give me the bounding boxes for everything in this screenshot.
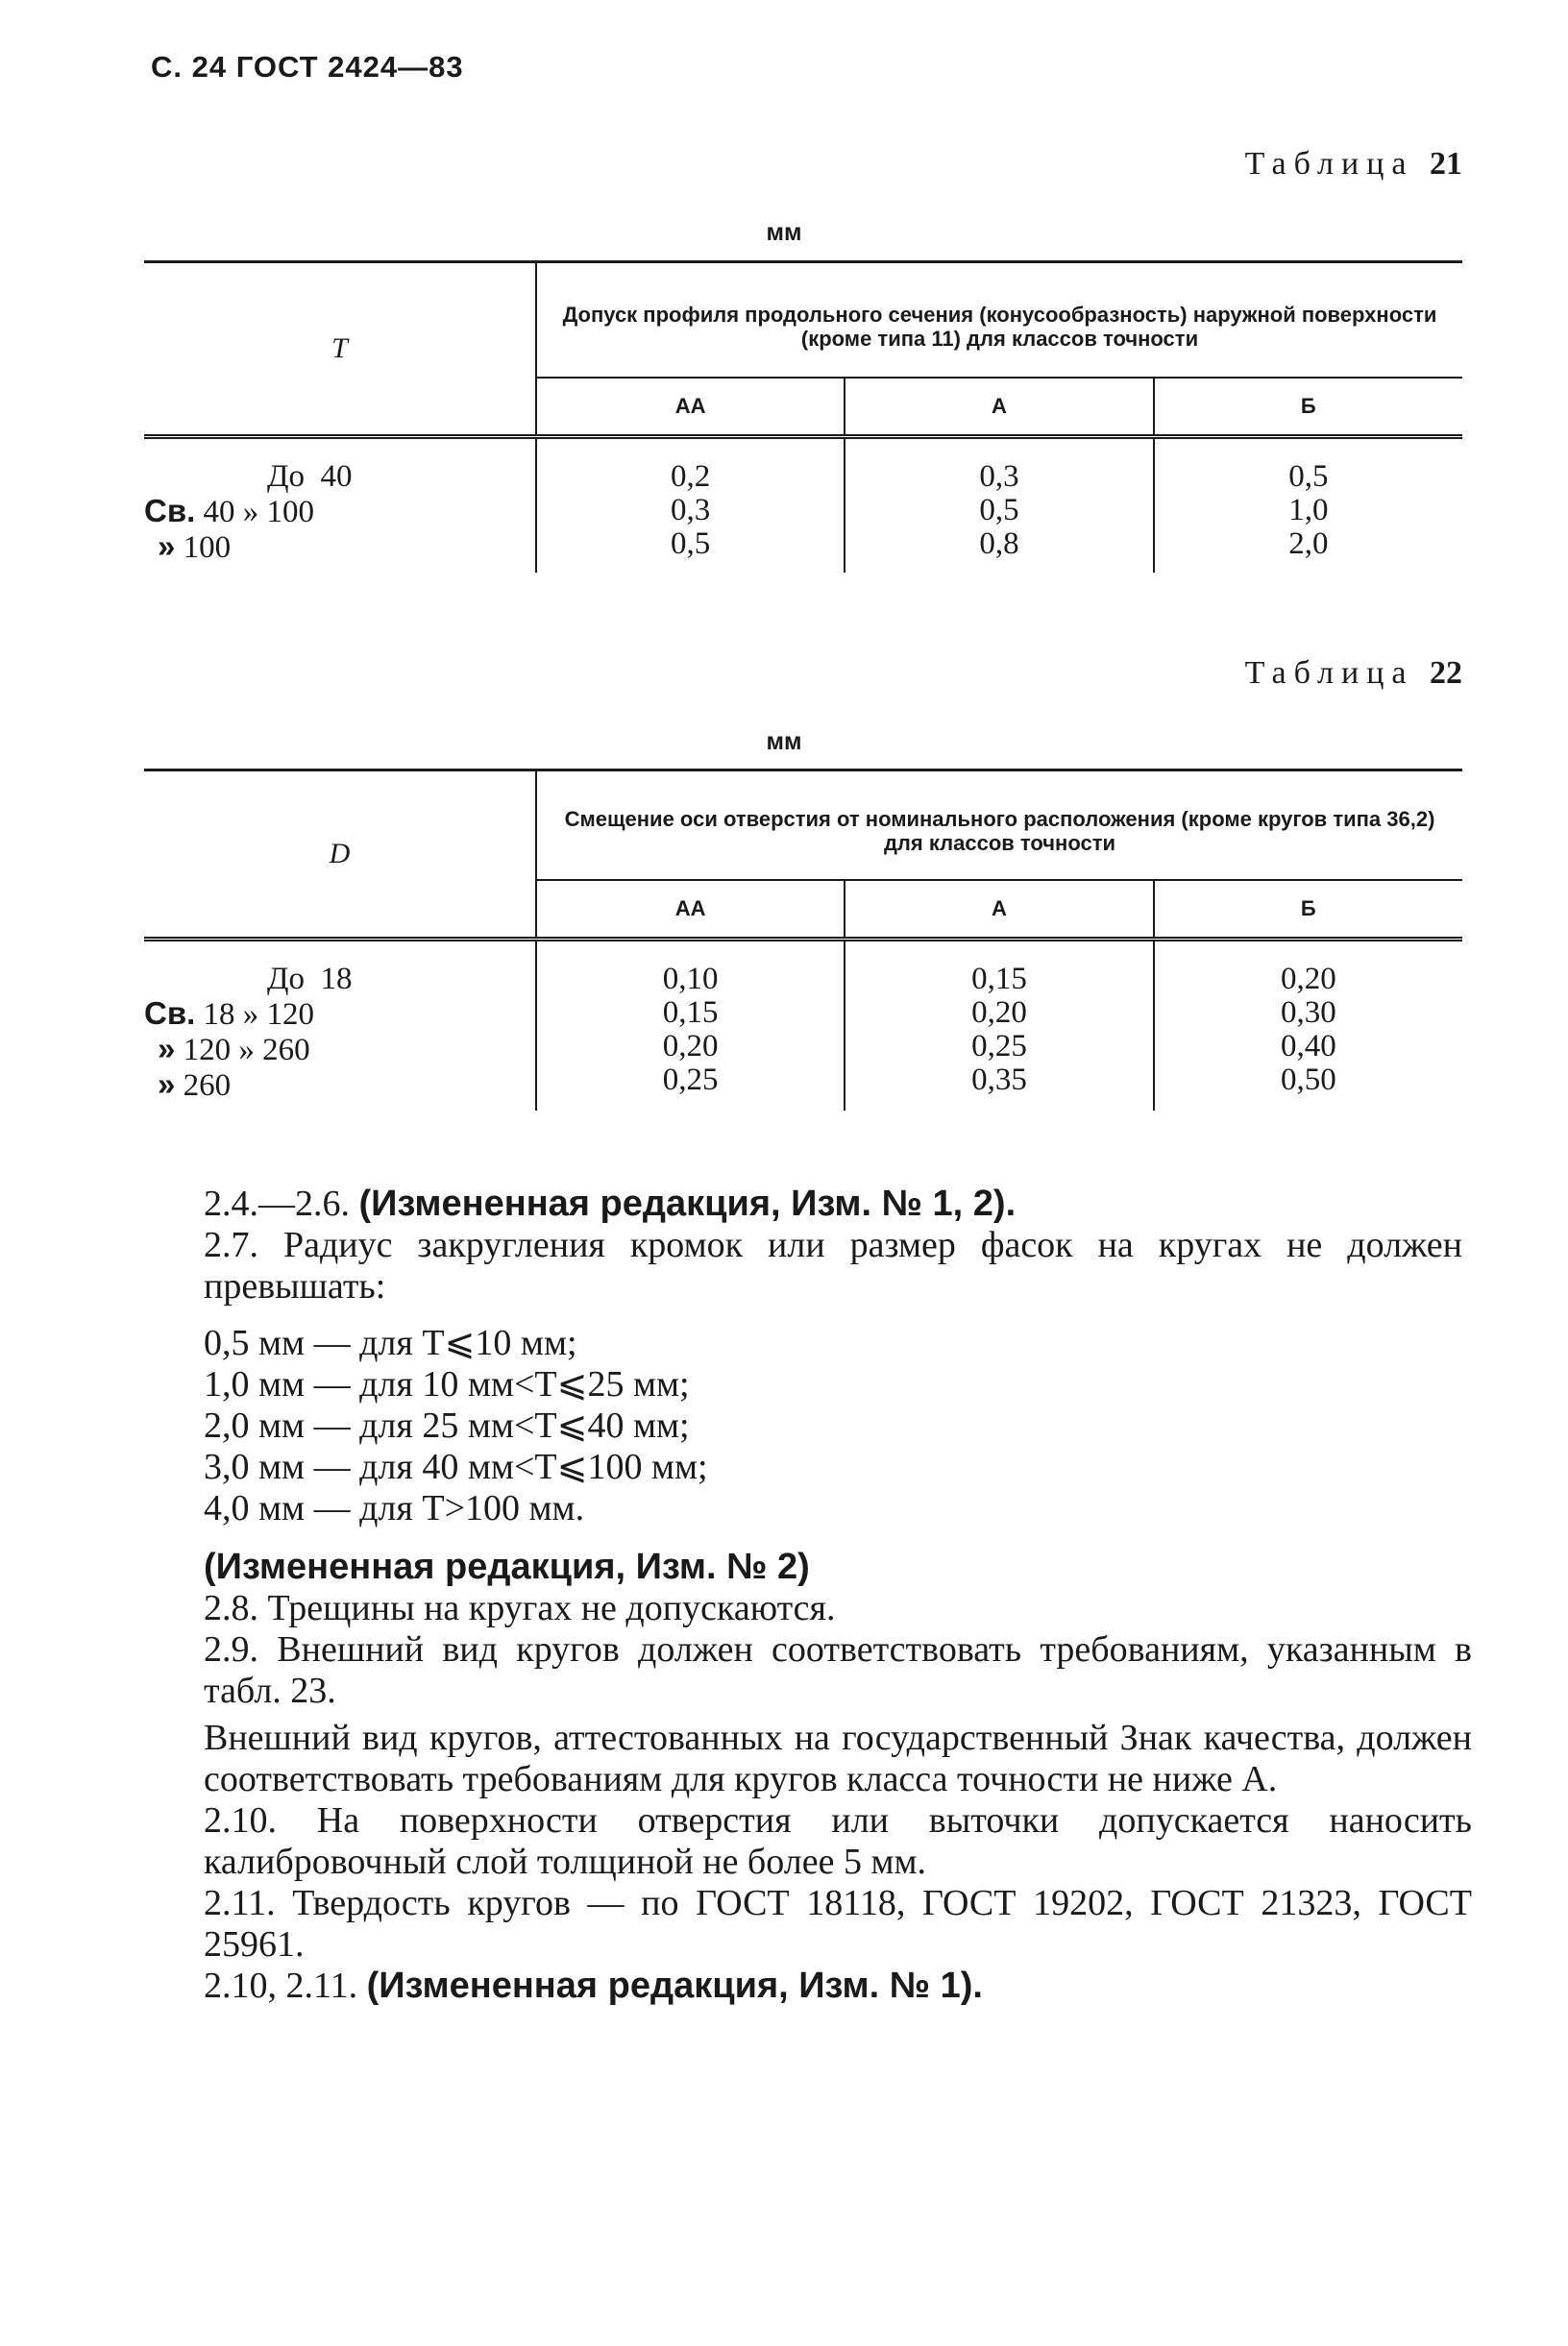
values-AA — [536, 437, 845, 574]
values-B — [1154, 940, 1462, 1112]
table-cell: 0,5 — [979, 493, 1019, 527]
table-22-unit: мм — [766, 728, 802, 755]
class-AA: АА — [536, 378, 845, 437]
table-22 — [144, 769, 1462, 1111]
paragraph: 2.9. Внешний вид кругов должен соответствовать требованиям, указанным в табл. 23. — [204, 1629, 1472, 1711]
class-A: А — [845, 880, 1153, 940]
row-label: До 40 — [267, 459, 353, 494]
list-item: 4,0 мм — для T>100 мм. — [204, 1488, 585, 1528]
table-number: 21 — [1430, 146, 1462, 182]
class-A: А — [845, 378, 1153, 437]
paragraph: (Измененная редакция, Изм. № 2) — [204, 1547, 810, 1587]
class-B: Б — [1154, 378, 1462, 437]
paragraph: 2.8. Трещины на кругах не допускаются. — [204, 1588, 836, 1628]
row-label: Св. 40 » 100 — [144, 493, 315, 529]
table-cell: 0,20 — [971, 995, 1027, 1030]
table-cell: 0,25 — [971, 1029, 1027, 1063]
row-label: Св. 18 » 120 — [144, 995, 315, 1032]
table-cell: 0,35 — [971, 1063, 1027, 1097]
table-number: 22 — [1430, 655, 1462, 691]
table-cell: 0,15 — [971, 962, 1027, 996]
body-text — [204, 1184, 1472, 2007]
table-21-unit: мм — [766, 219, 802, 246]
row-header-D: D — [144, 770, 536, 940]
table-21 — [144, 260, 1462, 573]
row-label: » 100 — [158, 528, 232, 565]
column-header: Допуск профиля продольного сечения (конусообразность) наружной поверхности (кроме типа 11) для классов точности — [536, 262, 1462, 379]
table-cell: 2,0 — [1288, 526, 1329, 561]
column-header: Смещение оси отверстия от номинального расположения (кроме кругов типа 36,2) для классов точности — [536, 770, 1462, 881]
paragraph: 2.10. На поверхности отверстия или выточки допускается наносить калибровочный слой толщиной не более 5 мм. — [204, 1800, 1472, 1882]
table-22-caption — [1245, 655, 1462, 692]
values-AA — [536, 940, 845, 1112]
table-cell: 0,20 — [1280, 962, 1336, 996]
table-caption-word: Таблица — [1244, 655, 1414, 691]
row-label: До 18 — [267, 962, 353, 996]
table-cell: 0,30 — [1280, 995, 1336, 1030]
table-cell: 0,20 — [662, 1029, 719, 1063]
row-header-T: T — [144, 262, 536, 437]
values-A — [845, 437, 1153, 574]
table-cell: 0,40 — [1280, 1029, 1336, 1063]
row-label: » 120 » 260 — [158, 1031, 310, 1067]
row-label: » 260 — [158, 1066, 232, 1103]
table-cell: 0,15 — [662, 995, 719, 1030]
table-cell: 0,10 — [662, 962, 719, 996]
table-caption-word: Таблица — [1244, 146, 1414, 182]
row-labels — [144, 940, 536, 1112]
class-AA: АА — [536, 880, 845, 940]
limits-list — [204, 1323, 1472, 1529]
values-A — [845, 940, 1153, 1112]
table-21-caption — [1245, 146, 1462, 183]
paragraph: 2.7. Радиус закругления кромок или размер фасок на кругах не должен превышать: — [204, 1225, 1462, 1307]
table-cell: 0,25 — [662, 1063, 719, 1097]
paragraph: 2.10, 2.11. (Измененная редакция, Изм. № 1). — [204, 1966, 983, 2006]
table-cell: 0,8 — [979, 526, 1019, 561]
table-cell: 0,3 — [671, 493, 711, 527]
table-cell: 0,5 — [671, 526, 711, 561]
class-B: Б — [1154, 880, 1462, 940]
list-item: 3,0 мм — для 40 мм<T⩽100 мм; — [204, 1447, 708, 1487]
paragraph: Внешний вид кругов, аттестованных на государственный Знак качества, должен соответствовать требованиям для кругов класса точности не ниже А. — [204, 1718, 1472, 1799]
list-item: 2,0 мм — для 25 мм<T⩽40 мм; — [204, 1405, 690, 1446]
table-cell: 0,50 — [1280, 1063, 1336, 1097]
list-item: 1,0 мм — для 10 мм<T⩽25 мм; — [204, 1364, 690, 1405]
table-cell: 0,3 — [979, 459, 1019, 494]
page-header: С. 24 ГОСТ 2424—83 — [151, 50, 464, 84]
table-cell: 1,0 — [1288, 493, 1329, 527]
paragraph: 2.11. Твердость кругов — по ГОСТ 18118, ГОСТ 19202, ГОСТ 21323, ГОСТ 25961. — [204, 1883, 1472, 1965]
values-B — [1154, 437, 1462, 574]
row-labels — [144, 437, 536, 574]
table-cell: 0,5 — [1288, 459, 1329, 494]
list-item: 0,5 мм — для T⩽10 мм; — [204, 1323, 577, 1363]
table-cell: 0,2 — [671, 459, 711, 494]
paragraph: 2.4.—2.6. (Измененная редакция, Изм. № 1, 2). — [204, 1184, 1017, 1224]
